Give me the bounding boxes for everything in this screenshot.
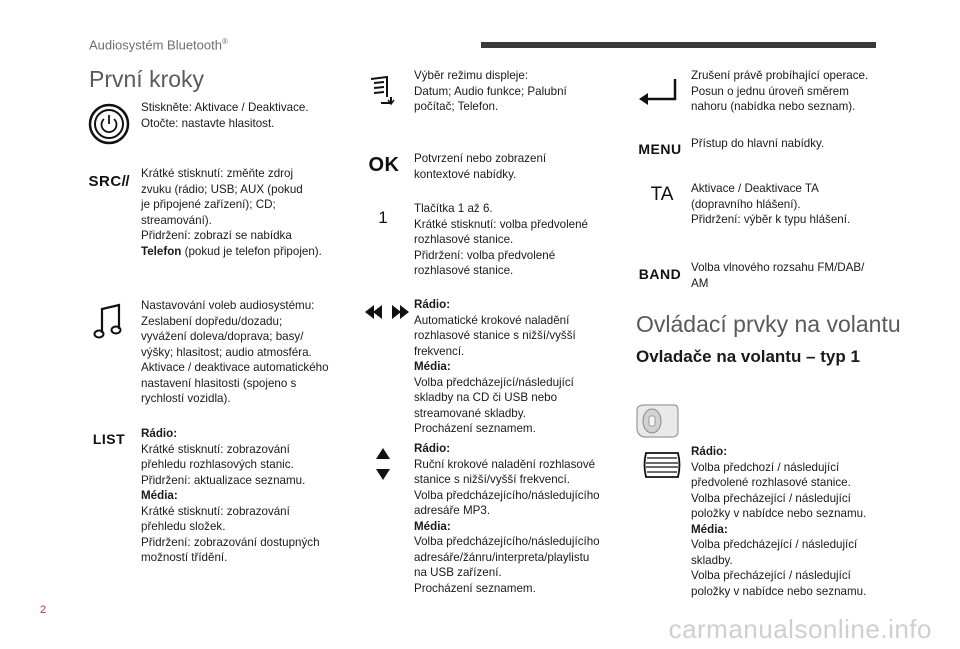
steering-knob-description: Rádio: Volba předchozí / následující předvolené rozhlasové stanice. Volba přecházející / následující položky v nabídce nebo seznamu. Média: Volba předcházející / následující skladby. Volba přecházející / následující položky v nabídce nebo seznamu. [691, 445, 867, 598]
band-icon: BAND [638, 266, 682, 282]
power-icon [88, 103, 130, 145]
power-description: Stiskněte: Aktivace / Deaktivace. Otočte: nastavte hlasitost. [141, 101, 309, 130]
ok-icon: OK [368, 153, 400, 176]
header-bar [481, 42, 876, 48]
audio-settings-description: Nastavování voleb audiosystému: Zeslabení dopředu/dozadu; vyvážení doleva/doprava; basy/ výšky; hlasitost; audio atmosféra. Aktivace / deaktivace automatického nastavení hlasitosti (spojeno s rychlostí vozidla). [141, 299, 329, 405]
section-title-steering-controls: Ovládací prvky na volantu [636, 311, 901, 337]
back-arrow-icon [636, 76, 680, 112]
src-icon: SRC/ / [88, 172, 130, 190]
section-title-first-steps: První kroky [89, 66, 205, 92]
ta-icon: TA [650, 184, 674, 205]
music-note-icon [91, 302, 125, 342]
display-mode-description: Výběr režimu displeje: Datum; Audio funkce; Palubní počítač; Telefon. [414, 69, 567, 113]
ta-description: Aktivace / Deaktivace TA (dopravního hlášení). Přidržení: výběr k typu hlášení. [691, 182, 851, 226]
sub-title-steering-type-1: Ovladače na volantu – typ 1 [636, 347, 860, 366]
list-description: Rádio: Krátké stisknutí: zobrazování přehledu rozhlasových stanic. Přidržení: aktualizace seznamu. Média: Krátké stisknutí: zobrazování přehledu složek. Přidržení: zobrazování dostupných možností třídění. [141, 427, 320, 564]
up-down-arrows-icon [373, 446, 393, 482]
back-description: Zrušení právě probíhající operace. Posun o jednu úroveň směrem nahoru (nabídka nebo seznam). [691, 69, 869, 113]
steering-wheel-knob-icon [642, 451, 682, 479]
watermark: carmanualsonline.info [668, 614, 932, 644]
page-number: 2 [40, 604, 47, 616]
menu-icon: MENU [638, 141, 682, 157]
display-mode-icon [366, 74, 396, 108]
src-description: Krátké stisknutí: změňte zdroj zvuku (rádio; USB; AUX (pokud je připojené zařízení); CD; streamování). Přidržení: zobrazí se nabídka Telefon (pokud je telefon připojen). [141, 167, 322, 258]
ok-description: Potvrzení nebo zobrazení kontextové nabídky. [414, 152, 547, 181]
list-icon: LIST [92, 431, 126, 447]
preset-1-icon: 1 [378, 208, 388, 227]
menu-description: Přístup do hlavní nabídky. [691, 137, 825, 150]
seek-description: Rádio: Automatické krokové naladění rozhlasové stanice s nižší/vyšší frekvencí. Média: Volba předcházející/následující skladby na CD či USB nebo streamované skladby. Procházení seznamem. [414, 298, 576, 435]
seek-arrows-icon [362, 302, 412, 322]
running-header: Audiosystém Bluetooth® [89, 37, 228, 53]
band-description: Volba vlnového rozsahu FM/DAB/ AM [691, 261, 865, 290]
preset-description: Tlačítka 1 až 6. Krátké stisknutí: volba předvolené rozhlasové stanice. Přidržení: volba předvolené rozhlasové stanice. [414, 202, 589, 277]
up-down-description: Rádio: Ruční krokové naladění rozhlasové stanice s nižší/vyšší frekvencí. Volba předcházejícího/následujícího adresáře MP3. Média: Volba předcházejícího/následujícího adresáře/žánru/interpreta/playlistu na USB zařízení. Procházení seznamem. [414, 442, 600, 595]
steering-wheel-control-illustration [633, 402, 681, 440]
